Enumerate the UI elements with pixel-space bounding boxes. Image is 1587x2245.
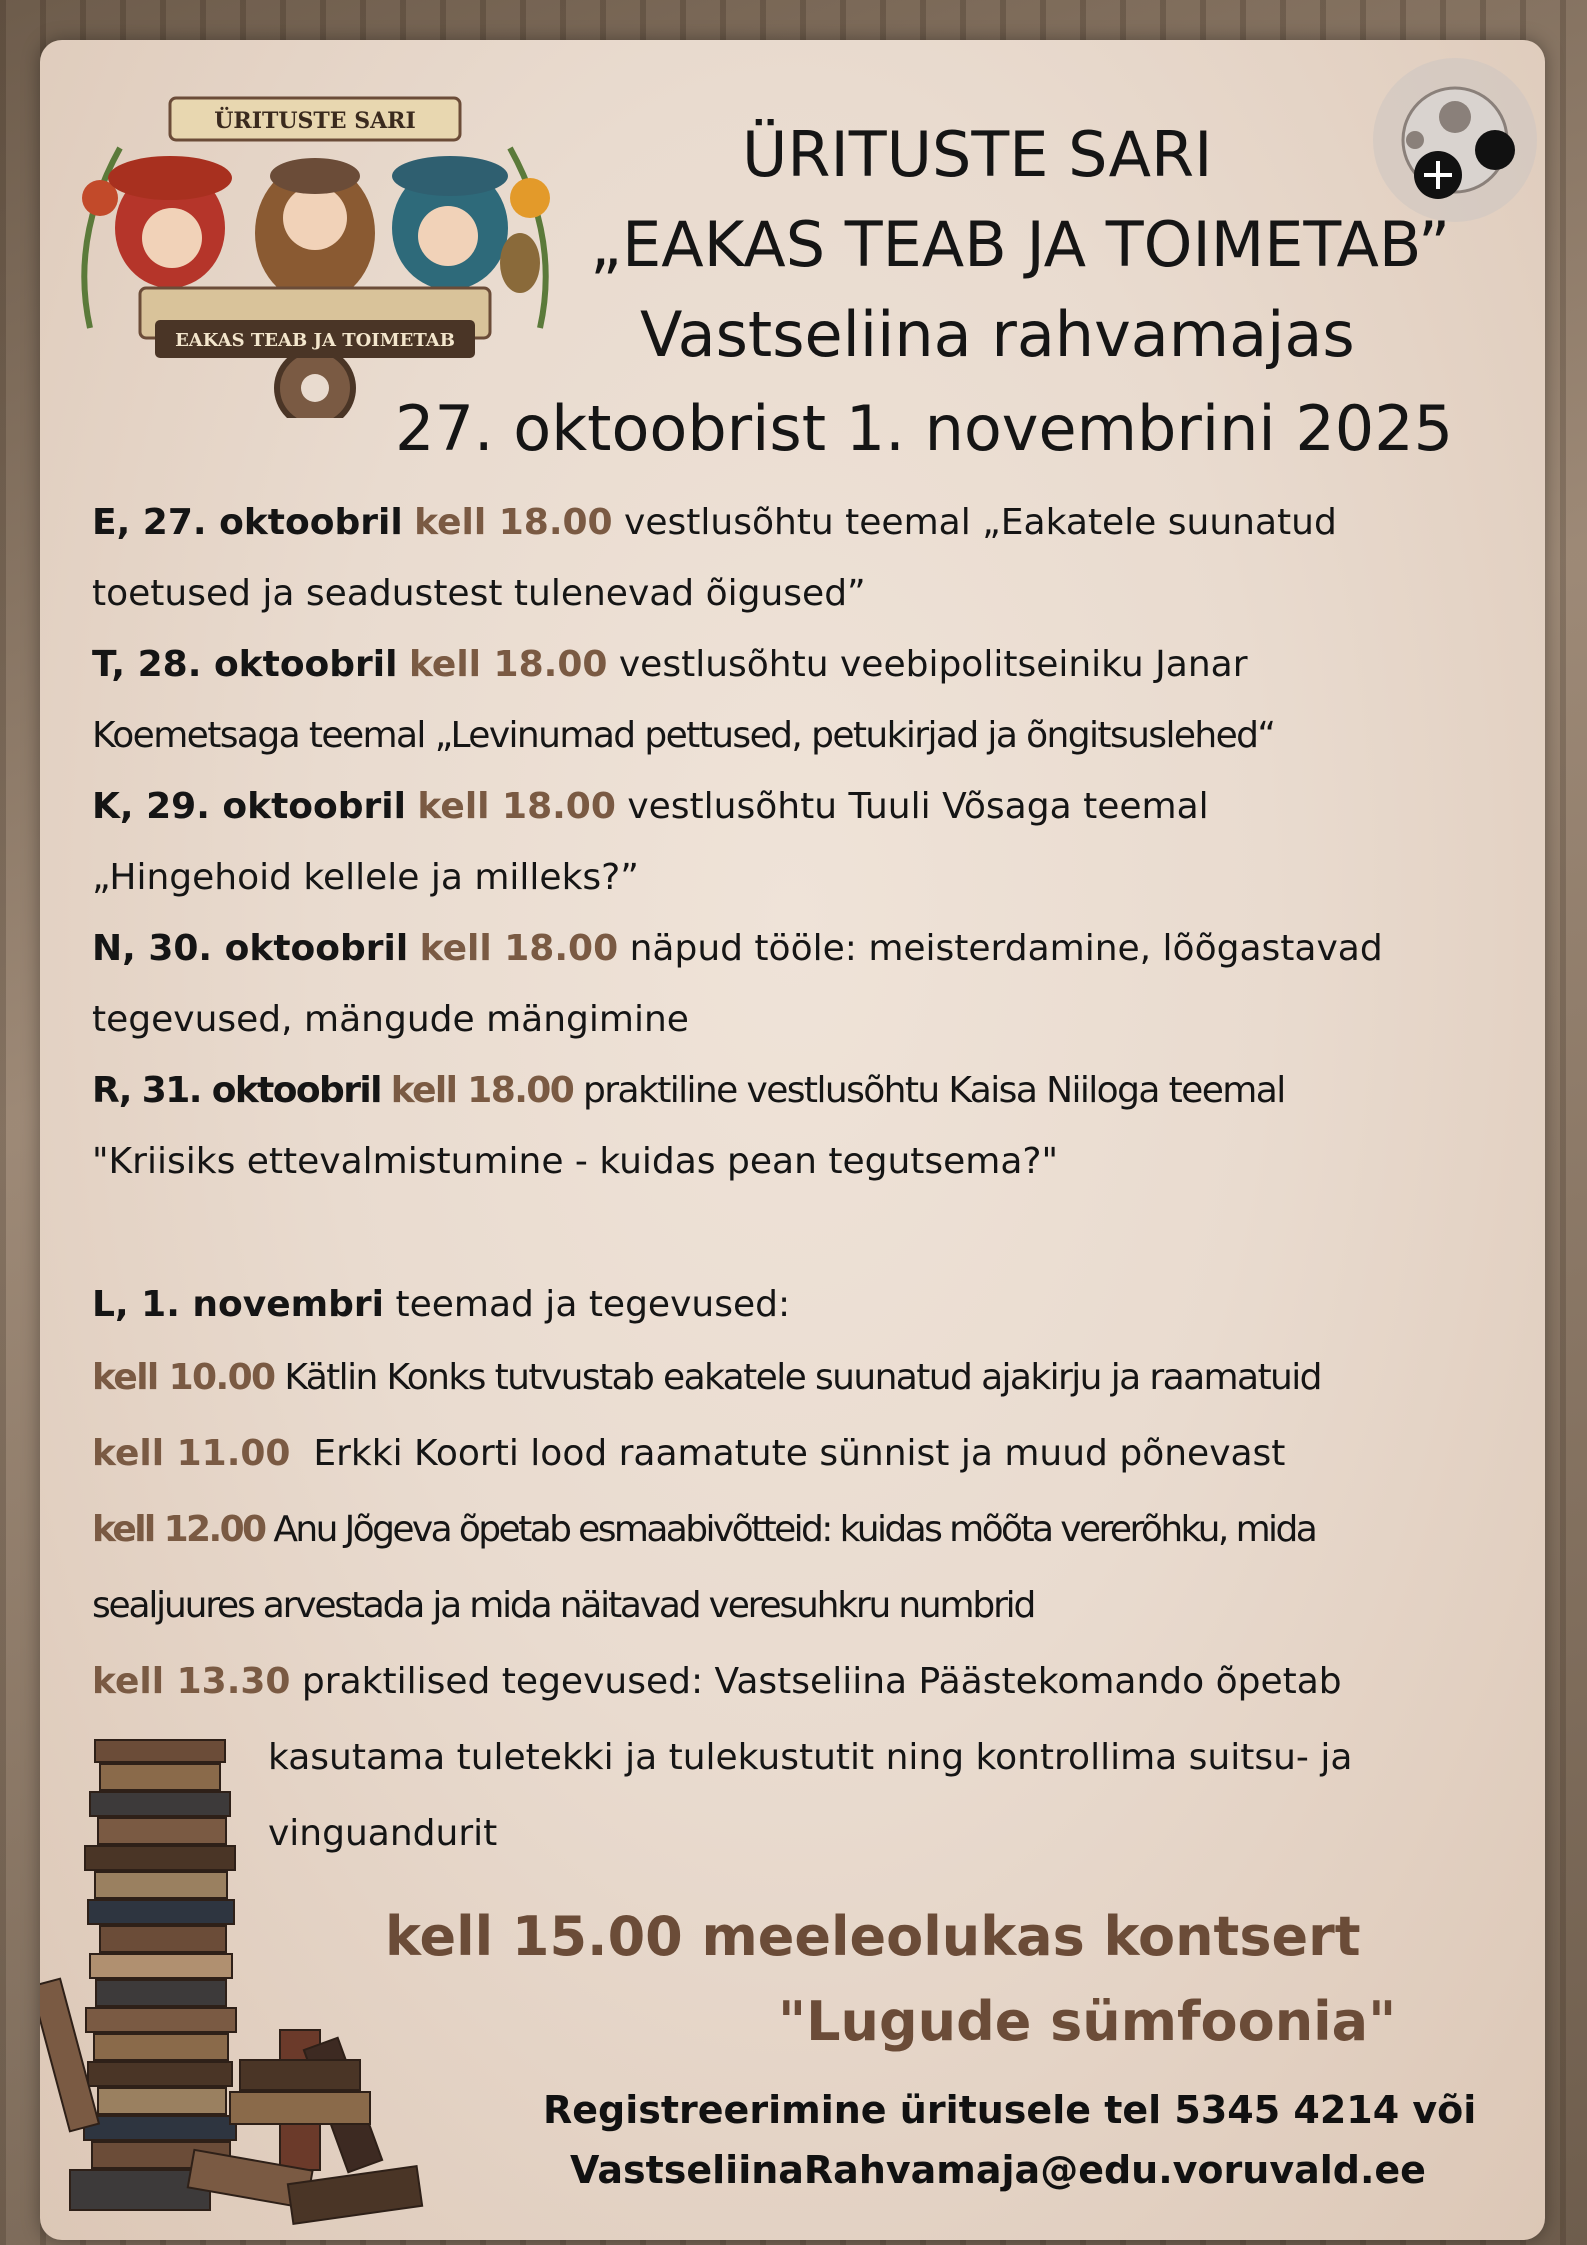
event-time: kell 18.00: [419, 928, 619, 969]
event-time: kell 18.00: [414, 502, 613, 543]
event-2-line1: [92, 786, 1209, 827]
saturday-item-2-line1: [92, 1509, 1315, 1550]
event-text: vestlusõhtu Tuuli Võsaga teemal: [615, 786, 1209, 827]
item-text: kasutama tuletekki ja tulekustutit ning kontrollima suitsu- ja: [268, 1737, 1353, 1778]
event-time: kell 18.00: [390, 1070, 574, 1111]
saturday-item-0: [92, 1357, 1321, 1398]
item-text: Kätlin Konks tutvustab eakatele suunatud ajakirju ja raamatuid: [274, 1357, 1321, 1398]
saturday-item-1: [92, 1433, 1285, 1474]
badge-bottom-text: EAKAS TEAB JA TOIMETAB: [175, 330, 455, 351]
registration-line1: Registreerimine üritusele tel 5345 4214 või: [543, 2088, 1477, 2132]
concert-line2: "Lugude sümfoonia": [778, 1990, 1397, 2053]
event-0-line1: [92, 502, 1337, 543]
event-day: E, 27. oktoobril: [92, 502, 403, 543]
saturday-intro: teemad ja tegevused:: [384, 1284, 791, 1325]
event-day: N, 30. oktoobril: [92, 928, 409, 969]
event-2-line2: [92, 857, 639, 898]
badge-top-text: ÜRITUSTE SARI: [214, 108, 416, 134]
item-time: kell 11.00: [92, 1433, 291, 1474]
event-1-line1: [92, 644, 1248, 685]
event-text: toetused ja seadustest tulenevad õigused”: [92, 573, 866, 614]
item-text: sealjuures arvestada ja mida näitavad veresuhkru numbrid: [92, 1585, 1035, 1626]
event-time: kell 18.00: [408, 644, 608, 685]
event-text: vestlusõhtu veebipolitseiniku Janar: [607, 644, 1248, 685]
organisation-logo: [1360, 55, 1550, 225]
event-text: praktiline vestlusõhtu Kaisa Niiloga teemal: [573, 1070, 1285, 1111]
event-day: K, 29. oktoobril: [92, 786, 406, 827]
saturday-day: L, 1. novembri: [92, 1284, 385, 1325]
event-text: tegevused, mängude mängimine: [92, 999, 689, 1040]
event-text: Koemetsaga teemal „Levinumad pettused, petukirjad ja õngitsuslehed“: [92, 715, 1275, 756]
header-title-line1: ÜRITUSTE SARI: [742, 118, 1213, 191]
item-text: praktilised tegevused: Vastseliina Päästekomando õpetab: [290, 1661, 1342, 1702]
event-text: „Hingehoid kellele ja milleks?”: [92, 857, 639, 898]
event-series-logo: [60, 88, 570, 418]
header-title-line3: Vastseliina rahvamajas: [640, 298, 1355, 371]
event-day: T, 28. oktoobril: [92, 644, 398, 685]
event-text: vestlusõhtu teemal „Eakatele suunatud: [612, 502, 1337, 543]
event-day: R, 31. oktoobril: [92, 1070, 381, 1111]
concert-line1: kell 15.00 meeleolukas kontsert: [385, 1905, 1361, 1968]
header-title-line2: „EAKAS TEAB JA TOIMETAB”: [590, 208, 1451, 281]
registration-email[interactable]: VastseliinaRahvamaja@edu.voruvald.ee: [570, 2148, 1426, 2192]
event-4-line1: [92, 1070, 1285, 1111]
event-4-line2: [92, 1141, 1058, 1182]
item-time: kell 12.00: [92, 1509, 265, 1550]
event-1-line2: [92, 715, 1274, 756]
event-text: "Kriisiks ettevalmistumine - kuidas pean tegutsema?": [92, 1141, 1059, 1182]
item-time: kell 10.00: [92, 1357, 275, 1398]
saturday-item-2-line2: [92, 1585, 1034, 1626]
header-title-line4: 27. oktoobrist 1. novembrini 2025: [395, 392, 1454, 465]
event-3-line1: [92, 928, 1383, 969]
event-3-line2: [92, 999, 689, 1040]
books-illustration: [40, 1730, 510, 2230]
item-text: Anu Jõgeva õpetab esmaabivõtteid: kuidas mõõta vererõhku, mida: [264, 1509, 1316, 1550]
event-time: kell 18.00: [417, 786, 616, 827]
saturday-item-3-line1: [92, 1661, 1342, 1702]
item-time: kell 13.30: [92, 1661, 291, 1702]
event-0-line2: [92, 573, 866, 614]
event-text: näpud tööle: meisterdamine, lõõgastavad: [618, 928, 1383, 969]
saturday-heading: [92, 1284, 790, 1325]
item-text: vinguandurit: [268, 1813, 498, 1854]
item-text: Erkki Koorti lood raamatute sünnist ja muud põnevast: [290, 1433, 1286, 1474]
